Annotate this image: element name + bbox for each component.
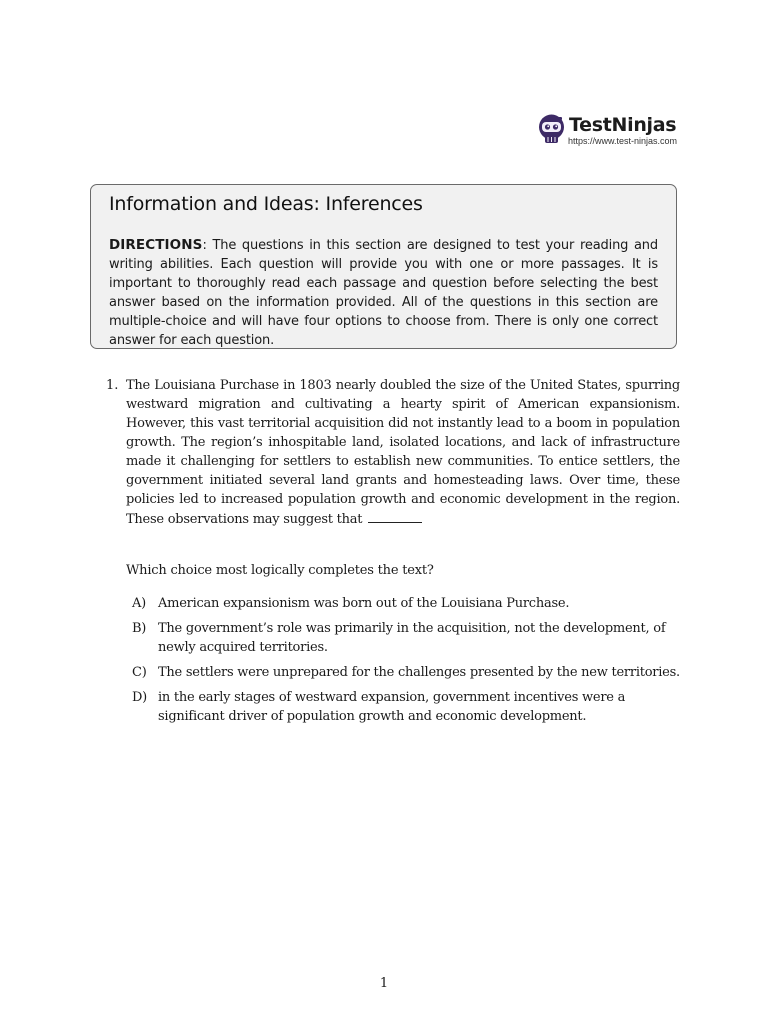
- answer-blank: [368, 509, 422, 523]
- directions-text: : The questions in this section are designed to test your reading and writing abilities. Each question will provide you with one or more passages. It is important to thoroughly read each passage and question before selecting the best answer based on the information provided. All of the questions in this section are multiple-choice and will have four options to choose from. There is only one correct answer for each question.: [109, 238, 658, 348]
- choice-text: American expansionism was born out of the Louisiana Purchase.: [158, 596, 570, 611]
- question-number: 1.: [106, 378, 119, 393]
- choice-c[interactable]: [132, 663, 680, 682]
- choice-text: The government’s role was primarily in the acquisition, not the development, of newly acquired territories.: [158, 621, 666, 655]
- question-1: [106, 376, 680, 732]
- choice-letter: B): [132, 621, 147, 636]
- question-prompt: Which choice most logically completes the text?: [126, 563, 434, 578]
- brand-url[interactable]: https://www.test-ninjas.com: [568, 136, 678, 146]
- choice-b[interactable]: [132, 619, 680, 657]
- choice-d[interactable]: [132, 688, 680, 726]
- directions-paragraph: [109, 236, 658, 350]
- section-title: Information and Ideas: Inferences: [109, 193, 423, 215]
- page-number: 1: [379, 976, 389, 991]
- choice-a[interactable]: [132, 594, 680, 613]
- choice-letter: C): [132, 665, 147, 680]
- choice-text: The settlers were unprepared for the challenges presented by the new territories.: [158, 665, 680, 680]
- question-passage: [126, 376, 680, 529]
- directions-label: DIRECTIONS: [109, 237, 203, 253]
- choice-text: in the early stages of westward expansion, government incentives were a significant driver of population growth and economic development.: [158, 690, 626, 724]
- brand-name: TestNinjas: [569, 114, 677, 136]
- choice-letter: A): [132, 596, 146, 611]
- brand-logo: [538, 113, 688, 149]
- directions-box: [90, 184, 677, 349]
- answer-choices: [132, 594, 680, 726]
- passage-text: The Louisiana Purchase in 1803 nearly doubled the size of the United States, spurring westward migration and cultivating a hearty spirit of American expansionism. However, this vast territorial acquisition did not instantly lead to a boom in population growth. The region’s inhospitable land, isolated locations, and lack of infrastructure made it challenging for settlers to establish new communities. To entice settlers, the government initiated several land grants and homesteading laws. Over time, these policies led to increased population growth and economic development in the region. These observations may suggest that: [126, 378, 680, 527]
- choice-letter: D): [132, 690, 147, 705]
- ninja-mascot-icon: [538, 114, 565, 144]
